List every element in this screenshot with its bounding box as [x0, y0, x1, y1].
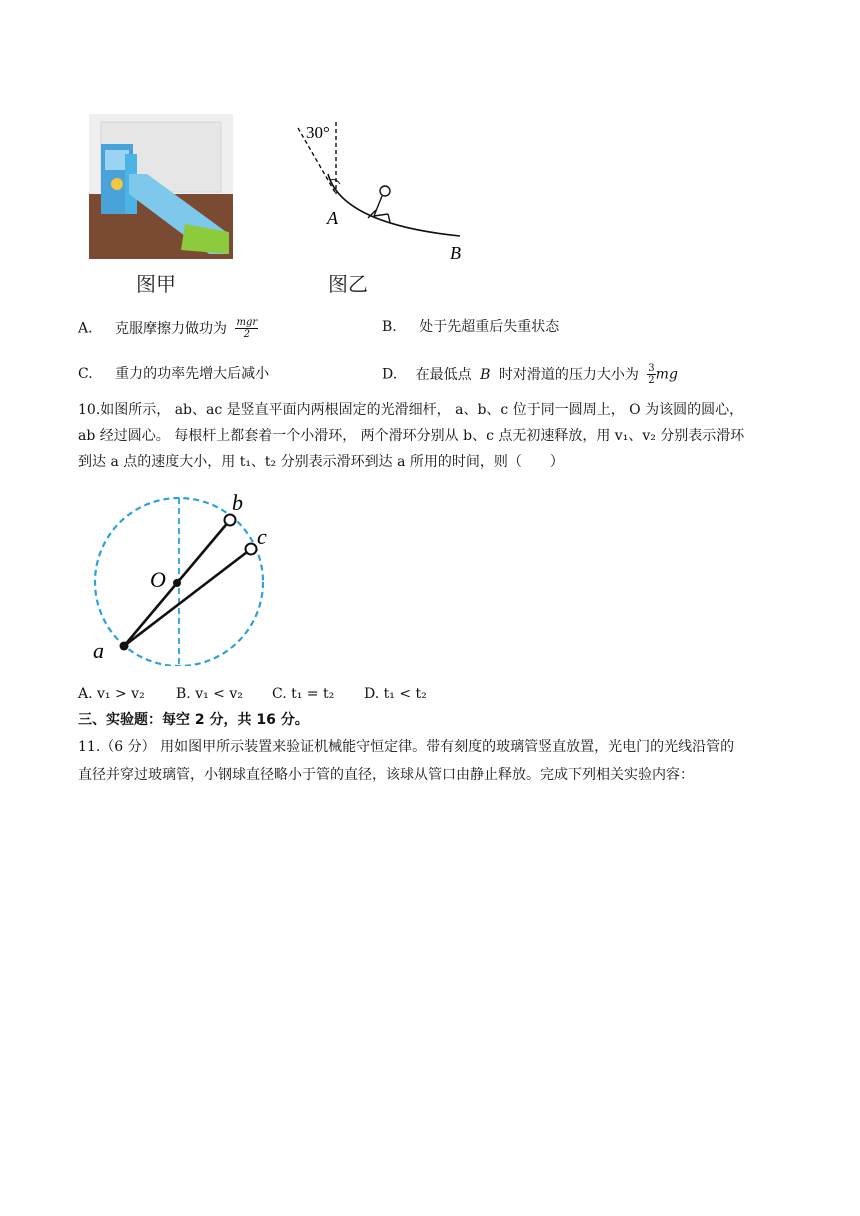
figure-jia-caption: 图甲 [136, 272, 176, 296]
point-a-dot [120, 642, 129, 651]
option-d-text-post: 时对滑道的压力大小为 [498, 366, 639, 383]
figure-yi-caption: 图乙 [328, 272, 368, 296]
person-head-icon [380, 186, 390, 196]
option-d-text-pre: 在最低点 [415, 366, 472, 383]
figure-yi-diagram [290, 114, 480, 264]
track-curve [328, 174, 460, 236]
option-a-denominator: 2 [243, 329, 250, 340]
q10-line-3: 到达 a 点的速度大小，用 t₁、t₂ 分别表示滑环到达 a 所用的时间，则（ ） [78, 454, 564, 470]
section-3-heading: 三、实验题：每空 2 分，共 16 分。 [78, 712, 309, 728]
label-a: a [93, 638, 104, 663]
slide-photo-drawing [89, 114, 233, 259]
q10-option-b: B. v₁ < v₂ [176, 686, 243, 702]
q9-option-c [78, 364, 269, 384]
q10-line-1: 10.如图所示， ab、ac 是竖直平面内两根固定的光滑细杆， a、b、c 位于同一圆周上， O 为该圆的圆心， [78, 402, 744, 418]
q9-option-a [78, 317, 258, 340]
center-o-dot [173, 579, 181, 587]
label-c: c [257, 524, 267, 549]
q11-line-1: 11.（6 分） 用如图甲所示装置来验证机械能守恒定律。带有刻度的玻璃管竖直放置，光电门的光线沿管的 [78, 739, 735, 755]
label-b: b [232, 490, 243, 515]
q10-option-d: D. t₁ < t₂ [364, 686, 427, 702]
ring-b-icon [225, 515, 236, 526]
q11-line-2: 直径并穿过玻璃管，小钢球直径略小于管的直径，该球从管口由静止释放。完成下列相关实验内容： [78, 767, 694, 783]
option-d-denominator: 2 [648, 375, 655, 386]
q9-option-b [382, 317, 559, 337]
option-d-numerator: 3 [648, 363, 655, 374]
q9-option-d [382, 363, 678, 386]
q10-option-a: A. v₁ > v₂ [78, 686, 145, 702]
option-a-numerator: mgr [236, 317, 258, 328]
rod-ac [124, 549, 251, 646]
option-d-fraction [647, 363, 655, 386]
q10-option-c: C. t₁ = t₂ [272, 686, 335, 702]
option-c-letter: C. [78, 366, 93, 382]
point-a-label: A [327, 208, 338, 228]
option-a-text: 克服摩擦力做功为 [115, 320, 228, 337]
option-d-point: B [480, 366, 491, 383]
option-b-text: 处于先超重后失重状态 [419, 319, 560, 335]
option-d-letter: D. [382, 366, 398, 383]
q10-line-2: ab 经过圆心。 每根杆上都套着一个小滑环， 两个滑环分别从 b、c 点无初速释放，用 v₁、v₂ 分别表示滑环 [78, 428, 745, 444]
angle-label: 30° [306, 123, 330, 142]
slide-photo [89, 114, 233, 259]
option-b-letter: B. [382, 319, 397, 335]
circle-rod-diagram [86, 486, 276, 666]
option-d-unit: mg [655, 366, 678, 383]
option-a-letter: A. [78, 320, 93, 337]
option-a-fraction [235, 317, 258, 340]
point-b-label: B [450, 243, 461, 263]
ring-c-icon [246, 544, 257, 555]
label-o: O [150, 567, 166, 592]
option-c-text: 重力的功率先增大后减小 [115, 366, 270, 382]
